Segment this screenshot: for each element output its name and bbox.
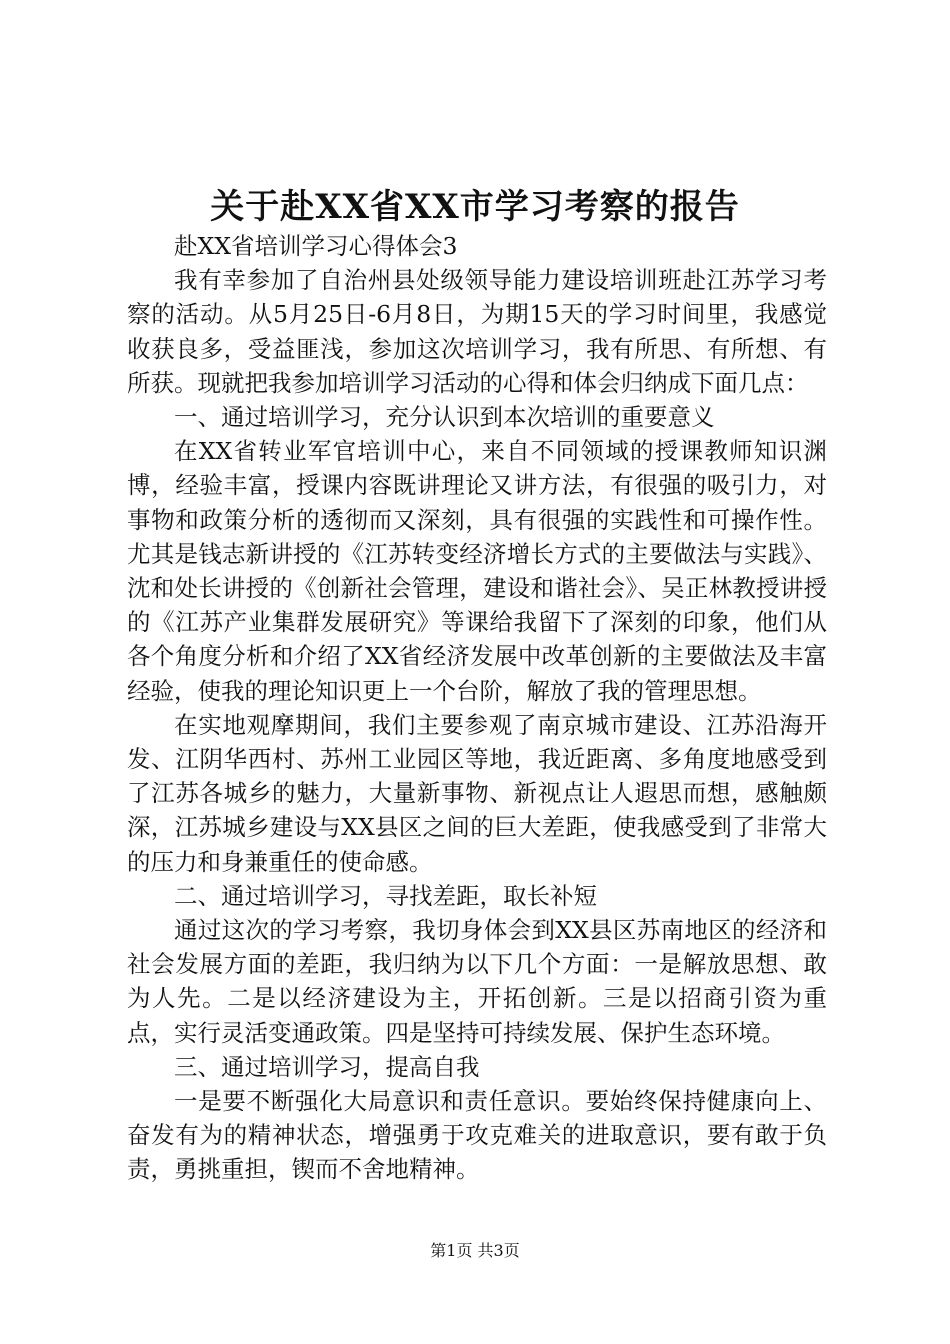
body-paragraph: 一是要不断强化大局意识和责任意识。要始终保持健康向上、奋发有为的精神状态，增强勇于攻克难关的进取意识，要有敢于负责，勇挑重担，锲而不舍地精神。 (127, 1087, 827, 1184)
body-paragraph: 通过这次的学习考察，我切身体会到XX县区苏南地区的经济和社会发展方面的差距，我归纳为以下几个方面：一是解放思想、敢为人先。二是以经济建设为主，开拓创新。三是以招商引资为重点，实行灵活变通政策。四是坚持可持续发展、保护生态环境。 (127, 916, 827, 1047)
page-footer: 第1页 共3页 (430, 1241, 520, 1260)
body-paragraph: 我有幸参加了自治州县处级领导能力建设培训班赴江苏学习考察的活动。从5月25日-6月8日，为期15天的学习时间里，我感觉收获良多，受益匪浅，参加这次培训学习，我有所思、有所想、有所获。现就把我参加培训学习活动的心得和体会归纳成下面几点： (127, 266, 827, 397)
body-paragraph: 在XX省转业军官培训中心，来自不同领域的授课教师知识渊博，经验丰富，授课内容既讲理论又讲方法，有很强的吸引力，对事物和政策分析的透彻而又深刻，具有很强的实践性和可操作性。尤其是钱志新讲授的《江苏转变经济增长方式的主要做法与实践》、沈和处长讲授的《创新社会管理，建设和谐社会》、吴正林教授讲授的《江苏产业集群发展研究》等课给我留下了深刻的印象，他们从各个角度分析和介绍了XX省经济发展中改革创新的主要做法及丰富经验，使我的理论知识更上一个台阶，解放了我的管理思想。 (127, 437, 827, 705)
document-body (127, 229, 827, 1187)
body-paragraph: 在实地观摩期间，我们主要参观了南京城市建设、江苏沿海开发、江阴华西村、苏州工业园区等地，我近距离、多角度地感受到了江苏各城乡的魅力，大量新事物、新视点让人遐思而想，感触颇深，江苏城乡建设与XX县区之间的巨大差距，使我感受到了非常大的压力和身兼重任的使命感。 (127, 710, 827, 876)
subtitle-paragraph: 赴XX省培训学习心得体会3 (174, 232, 458, 260)
section-heading: 一、通过培训学习，充分认识到本次培训的重要意义 (174, 403, 715, 432)
section-heading: 二、通过培训学习，寻找差距，取长补短 (174, 881, 597, 910)
section-heading: 三、通过培训学习，提高自我 (174, 1052, 480, 1081)
document-title: 关于赴XX省XX市学习考察的报告 (210, 187, 740, 227)
